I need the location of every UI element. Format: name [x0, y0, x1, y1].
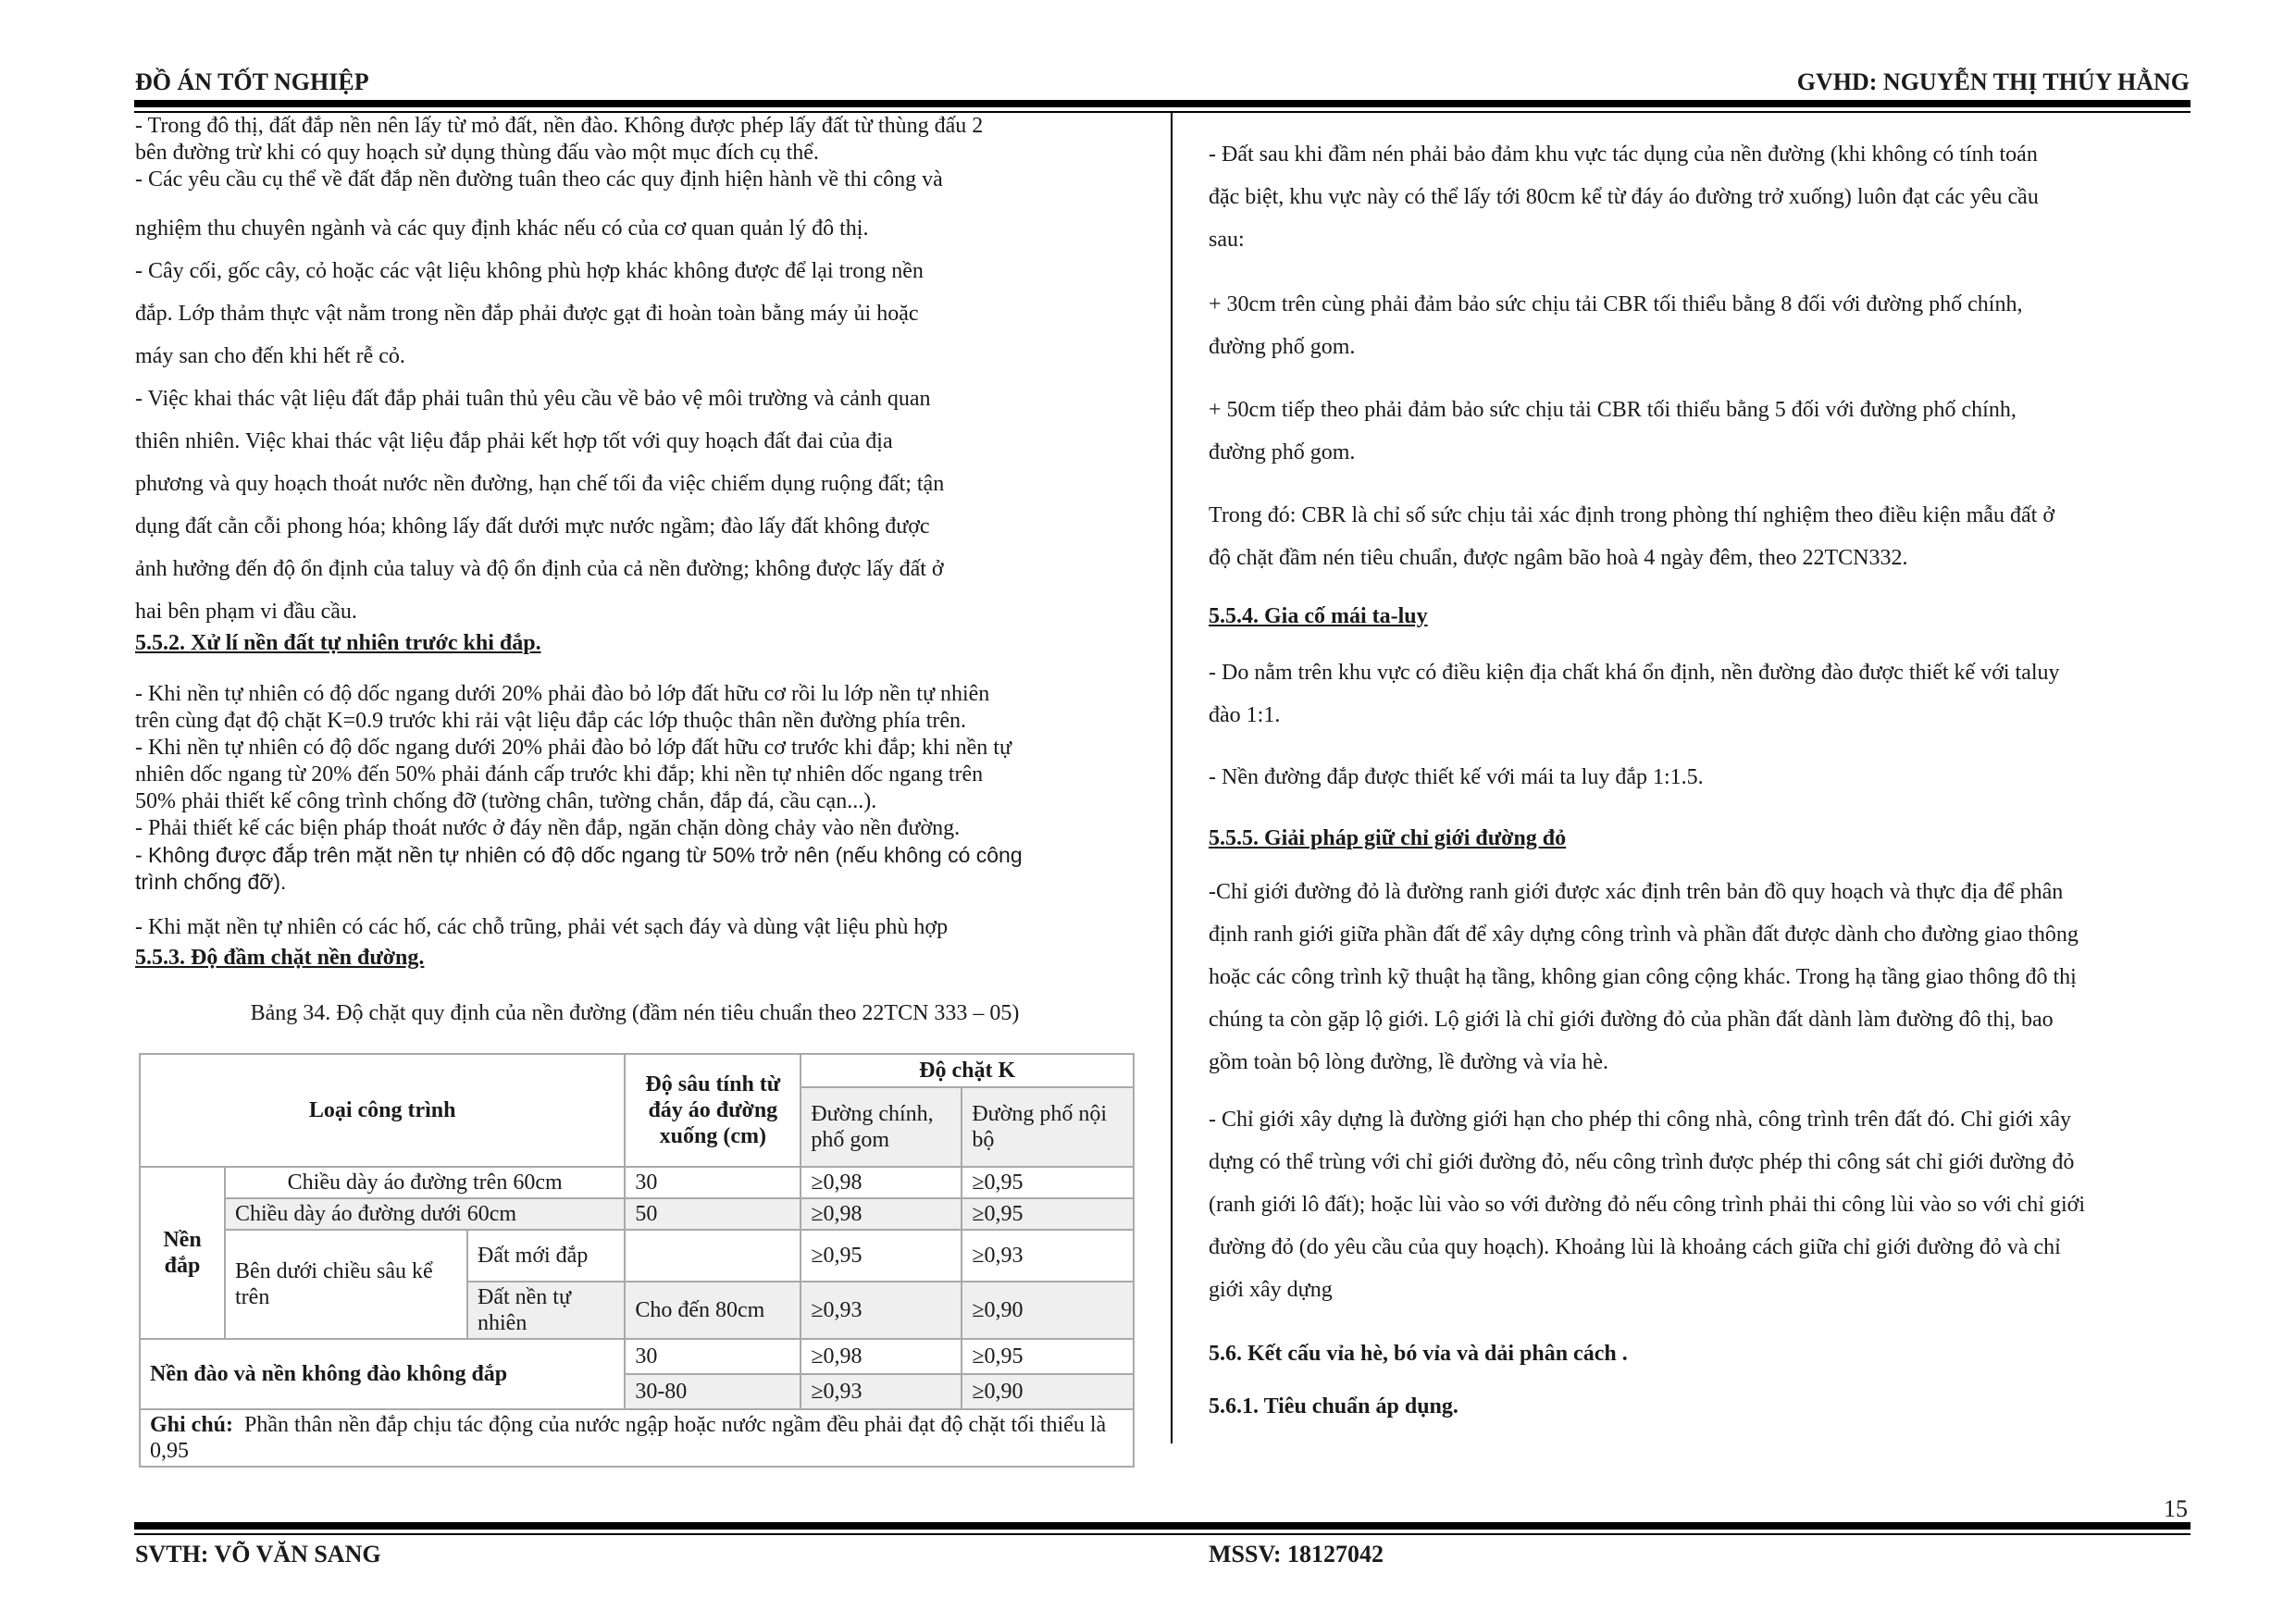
row4-label: Đất nền tự nhiên: [467, 1282, 625, 1339]
text-line: đào 1:1.: [1209, 703, 1281, 727]
header-supervisor: GVHD: NGUYỄN THỊ THÚY HẰNG: [1796, 68, 2190, 95]
text-line: đắp. Lớp thảm thực vật nằm trong nền đắp phải được gạt đi hoàn toàn bằng máy ủi hoặc: [135, 302, 919, 326]
text-line: sau:: [1209, 228, 1245, 252]
heading-5-6: 5.6. Kết cấu vỉa hè, bó vỉa và dải phân cách .: [1209, 1342, 1628, 1366]
col-header-depth: Độ sâu tính từ đáy áo đường xuống (cm): [625, 1054, 800, 1167]
row6-depth: 30-80: [625, 1374, 800, 1409]
row4-local: ≥0,90: [962, 1282, 1134, 1339]
text-line: - Cây cối, gốc cây, cỏ hoặc các vật liệu không phù hợp khác không được để lại trong nền: [135, 259, 924, 283]
left-block-4: [135, 842, 1023, 896]
row6-local: ≥0,90: [962, 1374, 1134, 1409]
text-line: 50% phải thiết kế công trình chống đỡ (tường chân, tường chắn, đắp đá, cầu cạn...).: [135, 789, 877, 813]
left-block-1: [135, 113, 983, 193]
row3-depth: [625, 1230, 800, 1282]
text-line: thiên nhiên. Việc khai thác vật liệu đắp phải kết hợp tốt với quy hoạch đất đai của địa: [135, 429, 893, 453]
text-line: - Chỉ giới xây dựng là đường giới hạn cho phép thi công nhà, công trình trên đất đó. Chỉ giới xây: [1209, 1108, 2071, 1132]
text-line: Trong đó: CBR là chỉ số sức chịu tải xác định trong phòng thí nghiệm theo điều kiện mẫu đất ở: [1209, 503, 2055, 527]
heading-5-5-5: 5.5.5. Giải pháp giữ chỉ giới đường đỏ: [1209, 826, 1567, 850]
text-line: trình chống đỡ).: [135, 870, 287, 894]
text-line: định ranh giới giữa phần đất để xây dựng công trình và phần đất được dành cho đường giao thông: [1209, 923, 2079, 947]
row3-group: Bên dưới chiều sâu kể trên: [225, 1230, 467, 1339]
text-line: - Do nằm trên khu vực có điều kiện địa chất khá ổn định, nền đường đào được thiết kế với taluy: [1209, 661, 2060, 685]
row4-depth: Cho đến 80cm: [625, 1282, 800, 1339]
row2-main: ≥0,98: [800, 1198, 962, 1230]
col-header-type: Loại công trình: [140, 1054, 625, 1167]
text-line: - Đất sau khi đầm nén phải bảo đảm khu vực tác dụng của nền đường (khi không có tính toán: [1209, 142, 2038, 167]
text-line: chúng ta còn gặp lộ giới. Lộ giới là chỉ giới đường đỏ của phần đất dành làm đường đô thị, bao: [1209, 1008, 2054, 1032]
text-line: - Các yêu cầu cụ thể về đất đắp nền đường tuân theo các quy định hiện hành về thi công và: [135, 167, 943, 192]
footer-rule: [134, 1522, 2191, 1530]
row3-main: ≥0,95: [800, 1230, 962, 1282]
row2-local: ≥0,95: [962, 1198, 1134, 1230]
header-project-title: ĐỒ ÁN TỐT NGHIỆP: [135, 68, 369, 95]
footer-rule-thin: [134, 1533, 2191, 1535]
heading-5-5-3: 5.5.3. Độ đầm chặt nền đường.: [135, 946, 425, 970]
right-para-4: [1209, 494, 2054, 579]
text-line: máy san cho đến khi hết rễ cỏ.: [135, 344, 405, 368]
text-line: - Khi nền tự nhiên có độ dốc ngang dưới 20% phải đào bỏ lớp đất hữu cơ trước khi đắp; khi nền tự: [135, 736, 1011, 760]
text-line: giới xây dựng: [1209, 1278, 1333, 1302]
row3-local: ≥0,93: [962, 1230, 1134, 1282]
text-line: - Phải thiết kế các biện pháp thoát nước ở đáy nền đắp, ngăn chặn dòng chảy vào nền đường.: [135, 816, 961, 840]
row3-label: Đất mới đắp: [467, 1230, 625, 1282]
text-line: + 50cm tiếp theo phải đảm bảo sức chịu tải CBR tối thiểu bằng 5 đối với đường phố chính,: [1209, 398, 2017, 422]
footer-student: SVTH: VÕ VĂN SANG: [135, 1541, 381, 1567]
text-line: hoặc các công trình kỹ thuật hạ tầng, không gian công cộng khác. Trong hạ tầng giao thông đô thị: [1209, 965, 2077, 989]
left-block-5: [135, 914, 948, 941]
text-line: dựng có thể trùng với chỉ giới đường đỏ, nếu công trình được phép thi công sát chỉ giới đường đỏ: [1209, 1150, 2075, 1174]
note-label: Ghi chú:: [150, 1413, 234, 1437]
compaction-table: [139, 1053, 1135, 1468]
row-group-nen-dap: Nền đắp: [140, 1167, 225, 1339]
row5-main: ≥0,98: [800, 1339, 962, 1374]
text-line: độ chặt đầm nén tiêu chuẩn, được ngâm bão hoà 4 ngày đêm, theo 22TCN332.: [1209, 546, 1908, 570]
text-line: -Chỉ giới đường đỏ là đường ranh giới được xác định trên bản đồ quy hoạch và thực địa để phân: [1209, 880, 2064, 904]
row2-label: Chiều dày áo đường dưới 60cm: [225, 1198, 625, 1230]
right-para-2: [1209, 283, 2022, 368]
right-para-7: [1209, 871, 2079, 1084]
left-block-2: [135, 207, 944, 633]
text-line: đường phố gom.: [1209, 335, 1356, 359]
right-para-5: [1209, 651, 2060, 737]
text-line: đường đỏ (do yêu cầu của quy hoạch). Khoảng lùi là khoảng cách giữa chỉ giới đường đỏ và chỉ: [1209, 1235, 2061, 1259]
text-line: ảnh hưởng đến độ ổn định của taluy và độ ổn định của cả nền đường; không được lấy đất ở: [135, 557, 944, 581]
heading-5-5-2: 5.5.2. Xử lí nền đất tự nhiên trước khi đắp.: [135, 631, 541, 655]
row1-label: Chiều dày áo đường trên 60cm: [225, 1167, 625, 1198]
row1-local: ≥0,95: [962, 1167, 1134, 1198]
text-line: dụng đất cằn cỗi phong hóa; không lấy đất dưới mực nước ngầm; đào lấy đất không được: [135, 514, 930, 539]
row1-depth: 30: [625, 1167, 800, 1198]
text-line: - Nền đường đắp được thiết kế với mái ta luy đắp 1:1.5.: [1209, 765, 1704, 789]
note-text: Phần thân nền đắp chịu tác động của nước ngập hoặc nước ngầm đều phải đạt độ chặt tối thiểu là 0,95: [150, 1413, 1107, 1463]
right-para-1: [1209, 133, 2039, 261]
right-para-6: [1209, 756, 1704, 799]
row5-local: ≥0,95: [962, 1339, 1134, 1374]
text-line: - Khi mặt nền tự nhiên có các hố, các chỗ trũng, phải vét sạch đáy và dùng vật liệu phù hợp: [135, 915, 949, 939]
heading-5-5-4: 5.5.4. Gia cố mái ta-luy: [1209, 604, 1428, 628]
text-line: phương và quy hoạch thoát nước nền đường, hạn chế tối đa việc chiếm dụng ruộng đất; tận: [135, 472, 945, 496]
text-line: bên đường trừ khi có quy hoạch sử dụng thùng đấu vào một mục đích cụ thể.: [135, 141, 819, 165]
col-header-k: Độ chặt K: [800, 1054, 1134, 1087]
text-line: - Trong đô thị, đất đắp nền nên lấy từ mỏ đất, nền đào. Không được phép lấy đất từ thùng đấu 2: [135, 114, 984, 138]
text-line: + 30cm trên cùng phải đảm bảo sức chịu tải CBR tối thiểu bằng 8 đối với đường phố chính,: [1209, 292, 2023, 316]
text-line: đường phố gom.: [1209, 440, 1356, 465]
text-line: nhiên dốc ngang từ 20% đến 50% phải đánh cấp trước khi đắp; khi nền tự nhiên dốc ngang trên: [135, 762, 984, 787]
row5-label: Nền đào và nền không đào không đắp: [140, 1339, 625, 1409]
text-line: - Không được đắp trên mặt nền tự nhiên có độ dốc ngang từ 50% trở nên (nếu không có công: [135, 843, 1023, 867]
text-line: trên cùng đạt độ chặt K=0.9 trước khi rải vật liệu đắp các lớp thuộc thân nền đường phía trên.: [135, 709, 967, 733]
row2-depth: 50: [625, 1198, 800, 1230]
text-line: - Việc khai thác vật liệu đất đắp phải tuân thủ yêu cầu về bảo vệ môi trường và cảnh quan: [135, 387, 931, 411]
heading-5-6-1: 5.6.1. Tiêu chuẩn áp dụng.: [1209, 1394, 1458, 1419]
table-caption: Bảng 34. Độ chặt quy định của nền đường (đầm nén tiêu chuẩn theo 22TCN 333 – 05): [250, 1001, 1020, 1025]
row6-main: ≥0,93: [800, 1374, 962, 1409]
text-line: hai bên phạm vi đầu cầu.: [135, 600, 357, 624]
table-note: [140, 1409, 1134, 1467]
page-number: 15: [2164, 1495, 2188, 1522]
text-line: - Khi nền tự nhiên có độ dốc ngang dưới 20% phải đào bỏ lớp đất hữu cơ rồi lu lớp nền tự nhiên: [135, 682, 990, 706]
text-line: gồm toàn bộ lòng đường, lề đường và vỉa hè.: [1209, 1050, 1608, 1074]
row5-depth: 30: [625, 1339, 800, 1374]
col-header-main-road: Đường chính, phố gom: [800, 1087, 962, 1167]
right-para-3: [1209, 389, 2017, 474]
row4-main: ≥0,93: [800, 1282, 962, 1339]
column-divider: [1171, 113, 1173, 1443]
col-header-local-road: Đường phố nội bộ: [962, 1087, 1134, 1167]
header-rule: [134, 100, 2191, 107]
right-para-8: [1209, 1098, 2085, 1311]
text-line: (ranh giới lô đất); hoặc lùi vào so với đường đỏ nếu công trình phải thi công lùi vào so với chỉ giới: [1209, 1193, 2085, 1217]
text-line: đặc biệt, khu vực này có thể lấy tới 80cm kể từ đáy áo đường trở xuống) luôn đạt các yêu cầu: [1209, 185, 2039, 209]
text-line: nghiệm thu chuyên ngành và các quy định khác nếu có của cơ quan quản lý đô thị.: [135, 217, 869, 241]
footer-student-id: MSSV: 18127042: [1209, 1541, 1384, 1567]
row1-main: ≥0,98: [800, 1167, 962, 1198]
left-block-3: [135, 681, 1011, 842]
